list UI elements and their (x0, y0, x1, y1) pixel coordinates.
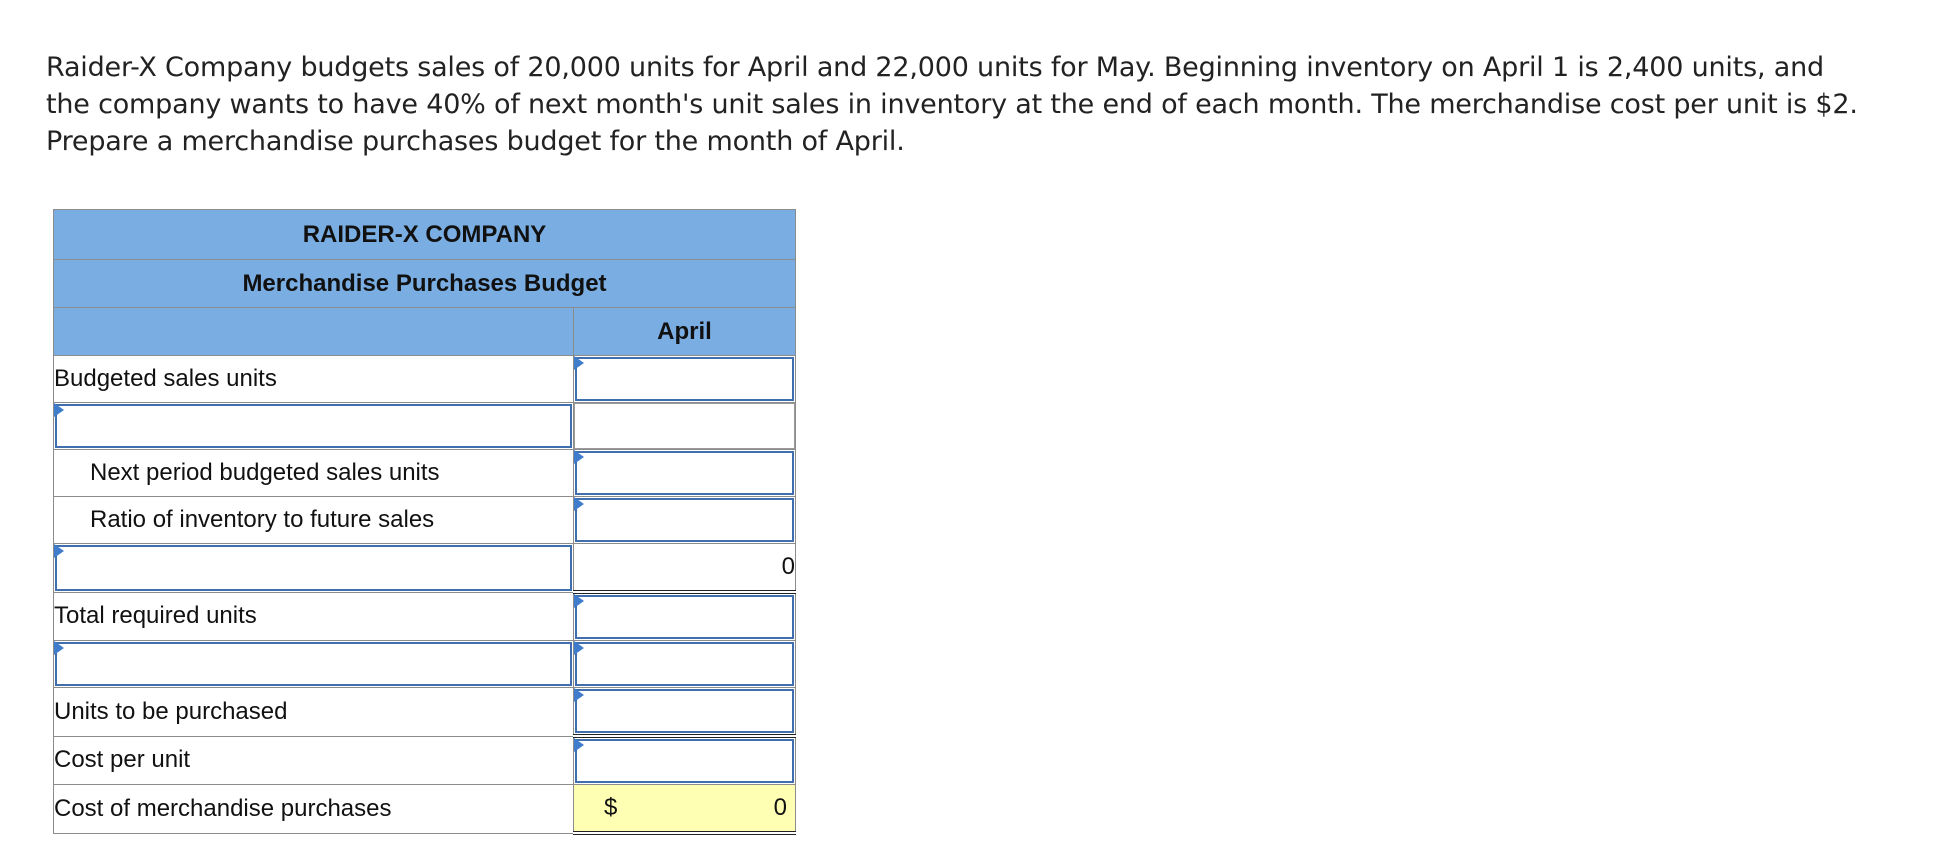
total-required-input[interactable] (575, 595, 794, 639)
next-period-sales-input[interactable] (575, 451, 794, 495)
dropdown-marker-icon (574, 641, 584, 655)
blank-value-cell-1 (574, 403, 796, 450)
row-label-ratio-inventory: Ratio of inventory to future sales (54, 497, 574, 544)
company-name: RAIDER-X COMPANY (54, 210, 796, 260)
table-row (54, 736, 796, 785)
blank-label-cell-2 (54, 544, 574, 593)
table-row (54, 403, 796, 450)
units-to-purchase-input[interactable] (575, 689, 794, 733)
table-row (54, 641, 796, 688)
row-label-next-period-sales: Next period budgeted sales units (54, 450, 574, 497)
label-select-2[interactable] (55, 545, 572, 591)
dropdown-marker-icon (574, 594, 584, 608)
table-row (54, 785, 796, 834)
problem-statement (46, 49, 1926, 160)
units-to-purchase-cell (574, 688, 796, 737)
cost-per-unit-cell (574, 736, 796, 785)
cost-of-purchases-value: 0 (773, 794, 787, 821)
ratio-inventory-input[interactable] (575, 498, 794, 542)
currency-symbol: $ (604, 794, 618, 821)
dropdown-marker-icon (574, 688, 584, 702)
table-row (54, 356, 796, 403)
problem-line-3: Prepare a merchandise purchases budget for the month of April. (46, 126, 905, 157)
ratio-inventory-cell (574, 497, 796, 544)
problem-line-2: the company wants to have 40% of next month's unit sales in inventory at the end of each month. The merchandise cost per unit is $2. (46, 89, 1858, 120)
blank-value-input-1[interactable] (574, 403, 795, 449)
table-row (54, 688, 796, 737)
table-row (54, 544, 796, 593)
dropdown-marker-icon (54, 403, 64, 417)
blank-label-cell-1 (54, 403, 574, 450)
budgeted-sales-units-cell (574, 356, 796, 403)
dropdown-marker-icon (54, 641, 64, 655)
next-period-sales-cell (574, 450, 796, 497)
dropdown-marker-icon (574, 738, 584, 752)
cost-of-purchases-total-cell (574, 785, 796, 834)
header-blank-cell (54, 308, 574, 356)
row-label-units-to-purchase: Units to be purchased (54, 688, 574, 737)
row-label-budgeted-sales-units: Budgeted sales units (54, 356, 574, 403)
dropdown-marker-icon (574, 450, 584, 464)
merchandise-purchases-budget-table (53, 209, 796, 835)
blank-label-cell-3 (54, 641, 574, 688)
column-header-april: April (574, 308, 796, 356)
budget-title: Merchandise Purchases Budget (54, 260, 796, 308)
problem-line-1: Raider-X Company budgets sales of 20,000 units for April and 22,000 units for May. Beginning inventory on April 1 is 2,400 units, and (46, 52, 1824, 83)
row-label-total-required: Total required units (54, 592, 574, 641)
dropdown-marker-icon (574, 497, 584, 511)
label-select-3[interactable] (55, 642, 572, 686)
table-row (54, 450, 796, 497)
total-required-cell (574, 592, 796, 641)
label-select-1[interactable] (55, 404, 572, 448)
blank-value-input-3[interactable] (575, 642, 794, 686)
budgeted-sales-units-input[interactable] (575, 357, 794, 401)
row-label-cost-of-purchases: Cost of merchandise purchases (54, 785, 574, 834)
table-row (54, 497, 796, 544)
blank-value-cell-3 (574, 641, 796, 688)
cost-per-unit-input[interactable] (575, 739, 794, 783)
table-row (54, 592, 796, 641)
dropdown-marker-icon (574, 356, 584, 370)
row-label-cost-per-unit: Cost per unit (54, 736, 574, 785)
computed-ending-inventory-value: 0 (574, 544, 796, 593)
dropdown-marker-icon (54, 544, 64, 558)
